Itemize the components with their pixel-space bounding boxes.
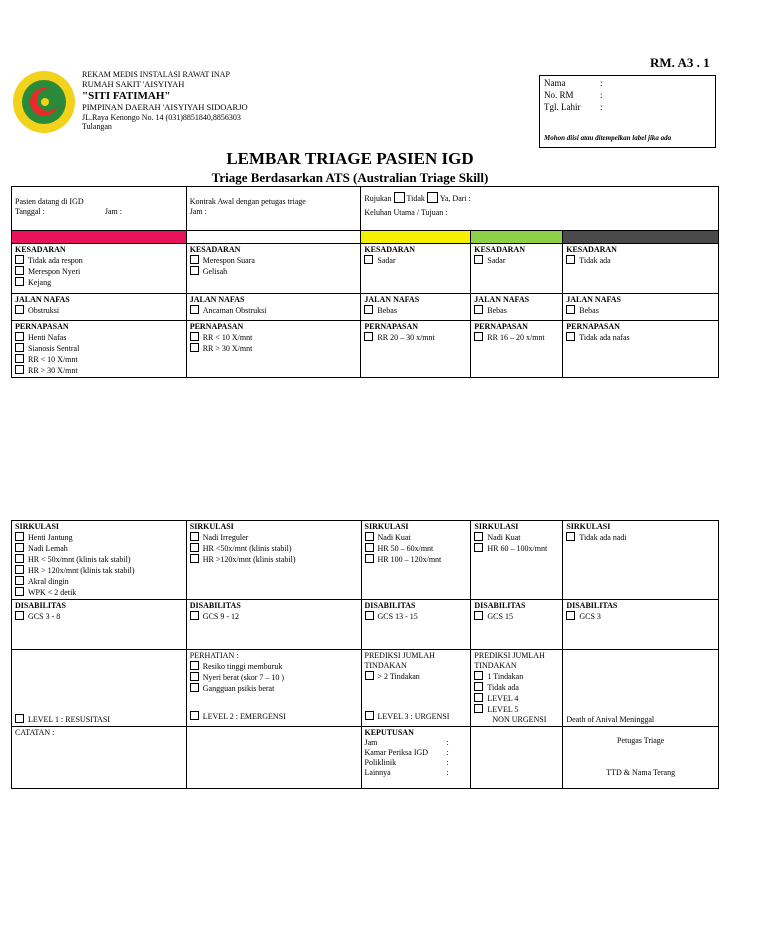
kesadaran-cell-5 bbox=[563, 244, 719, 294]
checkbox[interactable] bbox=[15, 277, 24, 286]
keputusan-cell-2[interactable] bbox=[471, 727, 563, 789]
sirkulasi-cell-1 bbox=[12, 521, 187, 600]
checkbox[interactable] bbox=[566, 532, 575, 541]
check-item[interactable]: HR < 50x/mnt (klinis tak stabil) bbox=[15, 554, 183, 565]
check-item[interactable]: GCS 9 - 12 bbox=[190, 611, 358, 622]
triage-color-bar bbox=[12, 231, 719, 244]
check-item[interactable]: LEVEL 4 bbox=[474, 693, 559, 704]
pernapasan-heading: PERNAPASAN bbox=[189, 322, 244, 331]
level-1-cell: LEVEL 1 : RESUSITASI bbox=[12, 650, 187, 727]
patient-id-box[interactable]: Nama : No. RM : Tgl. Lahir : Mohon diisi atau ditempelkan label jika ada bbox=[539, 75, 716, 148]
prediksi4-list bbox=[474, 671, 559, 715]
sirkulasi-heading: SIRKULASI bbox=[15, 522, 60, 531]
checkbox[interactable] bbox=[566, 611, 575, 620]
sirkulasi-row bbox=[12, 521, 719, 600]
check-item[interactable]: HR 60 – 100x/mnt bbox=[474, 543, 559, 554]
rujukan-ya-checkbox[interactable] bbox=[427, 192, 438, 203]
no-rm-label: No. RM bbox=[544, 90, 574, 100]
label-note: Mohon diisi atau ditempelkan label jika ada bbox=[544, 134, 672, 142]
checkbox[interactable] bbox=[474, 704, 483, 713]
checkbox[interactable] bbox=[190, 611, 199, 620]
checkbox[interactable] bbox=[15, 576, 24, 585]
jalan-heading: JALAN NAFAS bbox=[189, 295, 245, 304]
level-2-checkbox[interactable] bbox=[190, 711, 199, 720]
level-row bbox=[12, 650, 719, 727]
triage-table-top bbox=[11, 186, 719, 378]
jalan-nafas-row bbox=[12, 294, 719, 321]
jalan-cell-3 bbox=[361, 294, 471, 321]
check-item[interactable]: Obstruksi bbox=[15, 305, 183, 316]
checkbox[interactable] bbox=[566, 332, 575, 341]
form-title: LEMBAR TRIAGE PASIEN IGD bbox=[226, 149, 474, 168]
checkbox[interactable] bbox=[365, 543, 374, 552]
check-item[interactable]: Nyeri berat (skor 7 – 10 ) bbox=[190, 672, 358, 683]
checkbox[interactable] bbox=[474, 543, 483, 552]
checkbox[interactable] bbox=[364, 255, 373, 264]
check-item[interactable]: GCS 3 bbox=[566, 611, 715, 622]
checkbox[interactable] bbox=[190, 543, 199, 552]
header-line2: RUMAH SAKIT 'AISYIYAH bbox=[82, 78, 185, 89]
checkbox[interactable] bbox=[566, 305, 575, 314]
checkbox[interactable] bbox=[190, 255, 199, 264]
checkbox[interactable] bbox=[474, 532, 483, 541]
sirkulasi-cell-4 bbox=[471, 521, 563, 600]
checkbox[interactable] bbox=[15, 255, 24, 264]
check-item[interactable]: LEVEL 5 bbox=[474, 704, 559, 715]
disabilitas-heading: DISABILITAS bbox=[566, 601, 618, 610]
sirkulasi-cell-5 bbox=[563, 521, 719, 600]
check-item[interactable]: Bebas bbox=[364, 305, 467, 316]
check-item[interactable]: HR <50x/mnt (klinis stabil) bbox=[190, 543, 358, 554]
checkbox[interactable] bbox=[15, 587, 24, 596]
perhatian-list bbox=[190, 661, 358, 694]
form-subtitle: Triage Berdasarkan ATS (Australian Triage Skill) bbox=[211, 170, 489, 185]
arrival-cell[interactable]: Pasien datang di IGD Tanggal : Jam : bbox=[12, 187, 187, 231]
sirkulasi-cell-3 bbox=[361, 521, 471, 600]
kesadaran-heading: KESADARAN bbox=[189, 245, 241, 254]
sirkulasi-heading: SIRKULASI bbox=[566, 522, 611, 531]
check-item[interactable]: RR > 30 X/mnt bbox=[15, 365, 183, 376]
level-3-cell: PREDIKSI JUMLAH TINDAKAN > 2 Tindakan LEVEL 3 : URGENSI bbox=[361, 650, 471, 727]
check-item[interactable]: Akral dingin bbox=[15, 576, 183, 587]
level-3-checkbox[interactable] bbox=[365, 711, 374, 720]
check-item[interactable]: RR 20 – 30 x/mnt bbox=[364, 332, 467, 343]
kesadaran-heading: KESADARAN bbox=[474, 245, 525, 254]
checkbox[interactable] bbox=[190, 343, 199, 352]
check-item[interactable]: GCS 15 bbox=[474, 611, 559, 622]
checkbox[interactable] bbox=[190, 661, 199, 670]
pernapasan-cell-4 bbox=[471, 321, 563, 378]
check-item[interactable]: Merespon Suara bbox=[190, 255, 358, 266]
jalan-heading: JALAN NAFAS bbox=[15, 295, 70, 304]
checkbox[interactable] bbox=[15, 354, 24, 363]
check-item[interactable]: RR > 30 X/mnt bbox=[190, 343, 358, 354]
keputusan-item: Kamar Periksa IGD : bbox=[364, 748, 449, 757]
pernapasan-cell-2 bbox=[186, 321, 361, 378]
keputusan-item: Poliklinik : bbox=[364, 758, 449, 767]
header-line1: REKAM MEDIS INSTALASI RAWAT INAP bbox=[82, 70, 230, 79]
keputusan-cell[interactable]: KEPUTUSAN Jam : Kamar Periksa IGD : Poliklinik : Lainnya : bbox=[361, 727, 471, 789]
jalan-heading: JALAN NAFAS bbox=[364, 295, 420, 304]
checkbox[interactable] bbox=[190, 266, 199, 275]
kesadaran-heading: KESADARAN bbox=[364, 245, 416, 254]
kesadaran-heading: KESADARAN bbox=[566, 245, 617, 254]
check-item[interactable]: Kejang bbox=[15, 277, 183, 288]
checkbox[interactable] bbox=[15, 611, 24, 620]
checkbox[interactable] bbox=[15, 565, 24, 574]
kesadaran-cell-4 bbox=[471, 244, 563, 294]
kesadaran-cell-3 bbox=[361, 244, 471, 294]
check-item[interactable]: HR > 120x/mnt (klinis tak stabil) bbox=[15, 565, 183, 576]
keputusan-list bbox=[365, 738, 468, 778]
form-code: RM. A3 . 1 bbox=[650, 55, 710, 70]
checkbox[interactable] bbox=[190, 672, 199, 681]
disabilitas-heading: DISABILITAS bbox=[474, 601, 526, 610]
checkbox[interactable] bbox=[190, 554, 199, 563]
check-item[interactable]: Tidak ada bbox=[566, 255, 715, 266]
pernapasan-heading: PERNAPASAN bbox=[474, 322, 528, 331]
sirkulasi-cell-2 bbox=[186, 521, 361, 600]
check-item[interactable]: Merespon Nyeri bbox=[15, 266, 183, 277]
jalan-cell-2 bbox=[186, 294, 361, 321]
checkbox[interactable] bbox=[364, 332, 373, 341]
disabilitas-heading: DISABILITAS bbox=[364, 601, 416, 610]
color-level-1 bbox=[12, 231, 187, 244]
check-item[interactable]: Ancaman Obstruksi bbox=[190, 305, 358, 316]
hospital-name: "SITI FATIMAH" bbox=[82, 90, 171, 102]
check-item[interactable]: Tidak ada nadi bbox=[566, 532, 715, 543]
sirkulasi-heading: SIRKULASI bbox=[474, 522, 519, 531]
first-contact-cell[interactable]: Kontrak Awal dengan petugas triage Jam : bbox=[186, 187, 361, 231]
checkbox[interactable] bbox=[474, 693, 483, 702]
sirkulasi-heading: SIRKULASI bbox=[189, 522, 234, 531]
jalan-heading: JALAN NAFAS bbox=[566, 295, 621, 304]
check-item[interactable]: Henti Jantung bbox=[15, 532, 183, 543]
check-item[interactable]: Gelisah bbox=[190, 266, 358, 277]
check-item[interactable]: WPK < 2 detik bbox=[15, 587, 183, 598]
checkbox[interactable] bbox=[190, 332, 199, 341]
level-2-cell: PERHATIAN : Resiko tinggi memburuk Nyeri berat (skor 7 – 10 ) Gangguan psikis berat LEVEL 2 : EMERGENSI bbox=[186, 650, 361, 727]
checkbox[interactable] bbox=[474, 682, 483, 691]
footer-row bbox=[12, 727, 719, 789]
check-item[interactable]: RR < 10 X/mnt bbox=[190, 332, 358, 343]
checkbox[interactable] bbox=[474, 305, 483, 314]
kesadaran-heading: KESADARAN bbox=[15, 245, 66, 254]
checkbox[interactable] bbox=[15, 365, 24, 374]
check-item[interactable]: HR 100 – 120x/mnt bbox=[365, 554, 468, 565]
petugas-cell[interactable]: Petugas Triage TTD & Nama Terang bbox=[563, 727, 719, 789]
check-item[interactable]: HR >120x/mnt (klinis stabil) bbox=[190, 554, 358, 565]
level-4-5-cell: PREDIKSI JUMLAH TINDAKAN 1 Tindakan Tidak ada LEVEL 4 LEVEL 5 NON URGENSI bbox=[471, 650, 563, 727]
kesadaran-cell-2 bbox=[186, 244, 361, 294]
check-item[interactable]: RR < 10 X/mnt bbox=[15, 354, 183, 365]
jalan-cell-5 bbox=[563, 294, 719, 321]
check-item[interactable]: Nadi Irreguler bbox=[190, 532, 358, 543]
catatan-cell[interactable]: CATATAN : bbox=[12, 727, 187, 789]
check-item[interactable]: Bebas bbox=[474, 305, 559, 316]
pernapasan-row bbox=[12, 321, 719, 378]
check-item[interactable]: 1 Tindakan bbox=[474, 671, 559, 682]
check-item[interactable]: HR 50 – 60x/mnt bbox=[365, 543, 468, 554]
kesadaran-cell-1 bbox=[12, 244, 187, 294]
color-level-5 bbox=[563, 231, 719, 244]
hospital-logo bbox=[12, 70, 76, 134]
disabilitas-cell-3 bbox=[361, 600, 471, 650]
checkbox[interactable] bbox=[474, 671, 483, 680]
pernapasan-heading: PERNAPASAN bbox=[15, 322, 69, 331]
check-item[interactable]: Sadar bbox=[474, 255, 559, 266]
checkbox[interactable] bbox=[474, 332, 483, 341]
check-item[interactable]: > 2 Tindakan bbox=[365, 671, 468, 682]
checkbox[interactable] bbox=[365, 611, 374, 620]
check-item[interactable]: Resiko tinggi memburuk bbox=[190, 661, 358, 672]
checkbox[interactable] bbox=[365, 671, 374, 680]
checkbox[interactable] bbox=[15, 532, 24, 541]
disabilitas-heading: DISABILITAS bbox=[189, 601, 241, 610]
hospital-address: JL.Raya Kenongo No. 14 (031)8851840,8856303 bbox=[82, 112, 241, 122]
checkbox[interactable] bbox=[474, 255, 483, 264]
keputusan-item: Jam : bbox=[364, 738, 449, 747]
disabilitas-cell-1 bbox=[12, 600, 187, 650]
check-item[interactable]: Tidak ada bbox=[474, 682, 559, 693]
checkbox[interactable] bbox=[15, 266, 24, 275]
checkbox[interactable] bbox=[364, 305, 373, 314]
color-level-3 bbox=[361, 231, 471, 244]
hospital-city: Tulangan bbox=[82, 122, 112, 131]
check-item[interactable]: Nadi Kuat bbox=[474, 532, 559, 543]
check-item[interactable]: Gangguan psikis berat bbox=[190, 683, 358, 694]
hospital-header bbox=[82, 70, 248, 132]
checkbox[interactable] bbox=[15, 543, 24, 552]
check-item[interactable]: GCS 13 - 15 bbox=[365, 611, 468, 622]
tgl-lahir-label: Tgl. Lahir bbox=[544, 102, 581, 112]
check-item[interactable]: Nadi Kuat bbox=[365, 532, 468, 543]
disabilitas-cell-4 bbox=[471, 600, 563, 650]
checkbox[interactable] bbox=[15, 554, 24, 563]
check-item[interactable]: GCS 3 - 8 bbox=[15, 611, 183, 622]
checkbox[interactable] bbox=[190, 305, 199, 314]
pernapasan-heading: PERNAPASAN bbox=[566, 322, 620, 331]
disabilitas-cell-2 bbox=[186, 600, 361, 650]
pernapasan-cell-5 bbox=[563, 321, 719, 378]
prediksi3-list bbox=[365, 671, 468, 682]
color-level-2 bbox=[186, 231, 361, 244]
pernapasan-heading: PERNAPASAN bbox=[364, 322, 419, 331]
check-item[interactable]: Bebas bbox=[566, 305, 715, 316]
sirkulasi-heading: SIRKULASI bbox=[364, 522, 409, 531]
checkbox[interactable] bbox=[566, 255, 575, 264]
death-cell: Death of Anival Meninggal bbox=[563, 650, 719, 727]
catatan-cell-2[interactable] bbox=[186, 727, 361, 789]
pernapasan-cell-1 bbox=[12, 321, 187, 378]
jalan-heading: JALAN NAFAS bbox=[474, 295, 530, 304]
pernapasan-cell-3 bbox=[361, 321, 471, 378]
check-item[interactable]: Sadar bbox=[364, 255, 467, 266]
checkbox[interactable] bbox=[15, 343, 24, 352]
keputusan-item: Lainnya : bbox=[364, 768, 449, 777]
check-item[interactable]: RR 16 – 20 x/mnt bbox=[474, 332, 559, 343]
checkbox[interactable] bbox=[474, 611, 483, 620]
check-item[interactable]: Sianosis Sentral bbox=[15, 343, 183, 354]
checkbox[interactable] bbox=[190, 532, 199, 541]
disabilitas-row bbox=[12, 600, 719, 650]
checkbox[interactable] bbox=[15, 332, 24, 341]
checkbox[interactable] bbox=[365, 532, 374, 541]
disabilitas-heading: DISABILITAS bbox=[15, 601, 66, 610]
kesadaran-row bbox=[12, 244, 719, 294]
rujukan-tidak-checkbox[interactable] bbox=[394, 192, 405, 203]
check-item[interactable]: Henti Nafas bbox=[15, 332, 183, 343]
triage-table-bottom bbox=[11, 520, 719, 789]
disabilitas-cell-5 bbox=[563, 600, 719, 650]
check-item[interactable]: Tidak ada respon bbox=[15, 255, 183, 266]
jalan-cell-1 bbox=[12, 294, 187, 321]
nama-label: Nama bbox=[544, 78, 566, 88]
checkbox[interactable] bbox=[365, 554, 374, 563]
jalan-cell-4 bbox=[471, 294, 563, 321]
check-item[interactable]: Nadi Lemah bbox=[15, 543, 183, 554]
color-level-4 bbox=[471, 231, 563, 244]
checkbox[interactable] bbox=[15, 305, 24, 314]
checkbox[interactable] bbox=[190, 683, 199, 692]
referral-cell[interactable]: Rujukan Tidak Ya, Dari : Keluhan Utama / Tujuan : bbox=[361, 187, 719, 231]
header-line4: PIMPINAN DAERAH 'AISYIYAH SIDOARJO bbox=[82, 102, 248, 112]
level-1-checkbox[interactable] bbox=[15, 714, 24, 723]
check-item[interactable]: Tidak ada nafas bbox=[566, 332, 715, 343]
